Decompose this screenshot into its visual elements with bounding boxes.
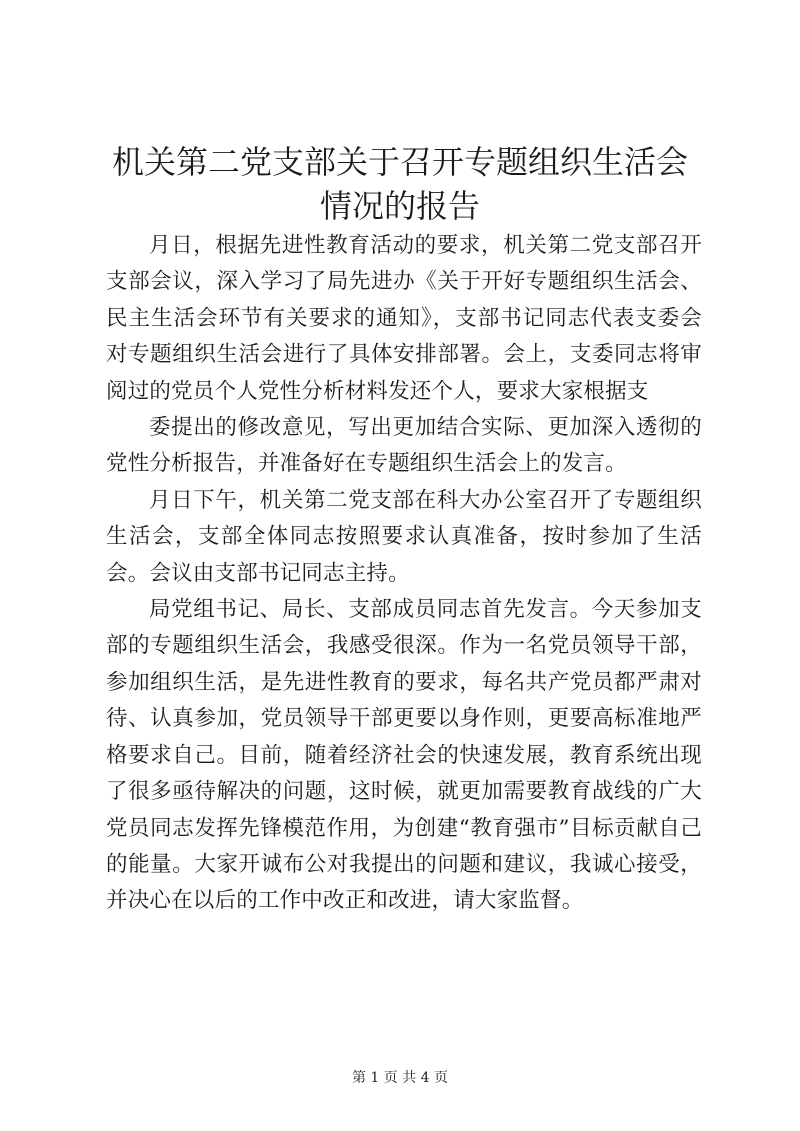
document-body: [106, 228, 702, 920]
paragraph-1: 月日，根据先进性教育活动的要求，机关第二党支部召开支部会议，深入学习了局先进办《关于开好专题组织生活会、民主生活会环节有关要求的通知》，支部书记同志代表支委会对专题组织生活会进行了具体安排部署。会上，支委同志将审阅过的党员个人党性分析材料发还个人，要求大家根据支: [106, 233, 702, 404]
paragraph-3: 月日下午，机关第二党支部在科大办公室召开了专题组织生活会，支部全体同志按照要求认真准备，按时参加了生活会。会议由支部书记同志主持。: [106, 487, 702, 586]
paragraph-4: 局党组书记、局长、支部成员同志首先发言。今天参加支部的专题组织生活会，我感受很深。作为一名党员领导干部，参加组织生活，是先进性教育的要求，每名共产党员都严肃对待、认真参加，党员领导干部更要以身作则，更要高标准地严格要求自己。目前，随着经济社会的快速发展，教育系统出现了很多亟待解决的问题，这时候，就更加需要教育战线的广大党员同志发挥先锋模范作用，为创建“教育强市”目标贡献自己的能量。大家开诚布公对我提出的问题和建议，我诚心接受，并决心在以后的工作中改正和改进，请大家监督。: [106, 597, 702, 914]
document-title: 机关第二党支部关于召开专题组织生活会情况的报告: [111, 143, 688, 225]
paragraph-2: 委提出的修改意见，写出更加结合实际、更加深入透彻的党性分析报告，并准备好在专题组织生活会上的发言。: [106, 415, 702, 477]
page-footer: 第 1 页 共 4 页: [351, 1070, 449, 1086]
